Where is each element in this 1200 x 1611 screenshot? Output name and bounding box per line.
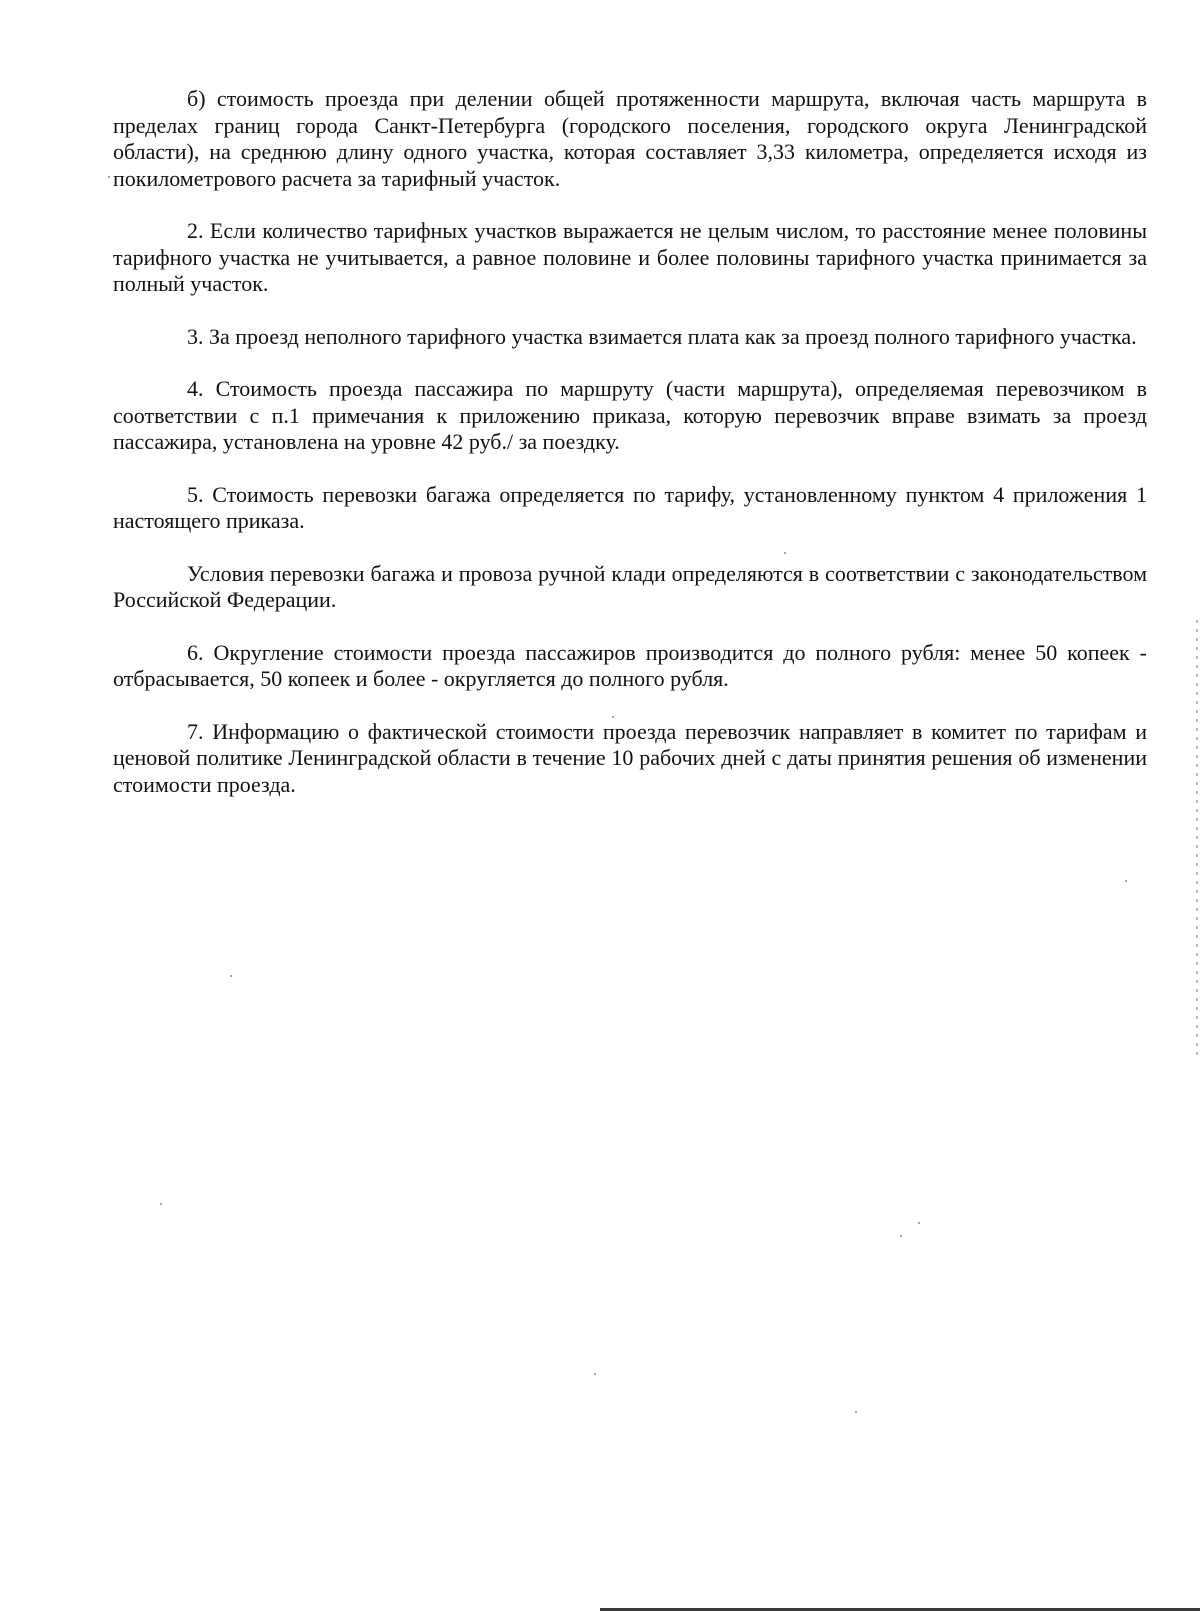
paragraph-3-incomplete-section: 3. За проезд неполного тарифного участка взимается плата как за проезд полного тарифного участка.	[187, 323, 1137, 349]
paragraph-7-actual-fare-info: 7. Информацию о фактической стоимости проезда перевозчик направляет в комитет по тарифам и ценовой политике Ленинградской области в течение 10 рабочих дней с даты принятия решения об изменении стоимости проезда.	[113, 718, 1147, 797]
scan-edge-artifact	[1196, 620, 1198, 1060]
scan-speck	[900, 1235, 902, 1237]
paragraph-baggage-conditions: Условия перевозки багажа и провоза ручной клади определяются в соответствии с законодательством Российской Федерации.	[113, 560, 1147, 612]
paragraph-4-passenger-fare: 4. Стоимость проезда пассажира по маршруту (части маршрута), определяемая перевозчиком в соответствии с п.1 примечания к приложению приказа, которую перевозчик вправе взимать за проезд пассажира, установлена на уровне 42 руб./ за поездку.	[113, 376, 1147, 454]
paragraph-2-fractional-sections: 2. Если количество тарифных участков выражается не целым числом, то расстояние менее половины тарифного участка не учитывается, а равное половине и более половины тарифного участка принимается за полный участок.	[113, 218, 1147, 296]
scan-speck	[612, 716, 614, 718]
scan-speck	[230, 975, 232, 977]
scan-speck	[784, 552, 786, 554]
scan-speck	[918, 1222, 920, 1224]
scan-speck	[855, 1411, 857, 1413]
scan-speck	[160, 1203, 162, 1205]
paragraph-6-rounding: 6. Округление стоимости проезда пассажиров производится до полного рубля: менее 50 копеек - отбрасывается, 50 копеек и более - округляется до полного рубля.	[113, 639, 1147, 691]
paragraph-b-fare-calculation: б) стоимость проезда при делении общей протяженности маршрута, включая часть маршрута в пределах границ города Санкт-Петербурга (городского поселения, городского округа Ленинградской области), на среднюю длину одного участка, которая составляет 3,33 километра, определяется исходя из покилометрового расчета за тарифный участок.	[113, 86, 1147, 191]
paragraph-5-baggage-fare: 5. Стоимость перевозки багажа определяется по тарифу, установленному пунктом 4 приложения 1 настоящего приказа.	[113, 481, 1147, 533]
scan-speck	[594, 1373, 596, 1375]
document-body	[113, 86, 1147, 824]
scan-speck	[108, 176, 110, 178]
scan-speck	[1125, 880, 1127, 882]
